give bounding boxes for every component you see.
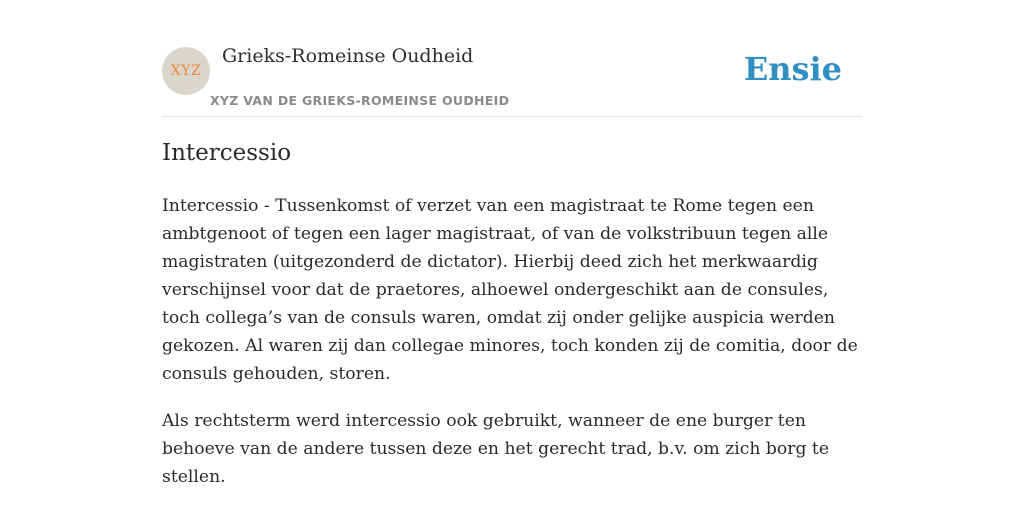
entry-title: Intercessio (162, 140, 292, 166)
entry-paragraph: Als rechtsterm werd intercessio ook gebruikt, wanneer de ene burger ten behoeve van de andere tussen deze en het gerecht trad, b.v. om zich borg te stellen. (162, 411, 829, 487)
source-avatar[interactable]: XYZ (162, 47, 210, 95)
entry-body (162, 192, 862, 510)
entry-card (162, 0, 862, 512)
source-subtitle: XYZ VAN DE GRIEKS-ROMEINSE OUDHEID (210, 93, 510, 108)
ensie-logo[interactable]: Ensie (743, 50, 842, 88)
source-title[interactable]: Grieks-Romeinse Oudheid (222, 45, 474, 67)
entry-header (162, 0, 862, 117)
entry-paragraph: Intercessio - Tussenkomst of verzet van een magistraat te Rome tegen een ambtgenoot of tegen een lager magistraat, of van de volkstribuun tegen alle magistraten (uitgezonderd de dictator). Hierbij deed zich het merkwaardig verschijnsel voor dat de praetores, alhoewel ondergeschikt aan de consules, toch collega’s van de consuls waren, omdat zij onder gelijke auspicia werden gekozen. Al waren zij dan collegae minores, toch konden zij de comitia, door de consuls gehouden, storen. (162, 196, 858, 384)
